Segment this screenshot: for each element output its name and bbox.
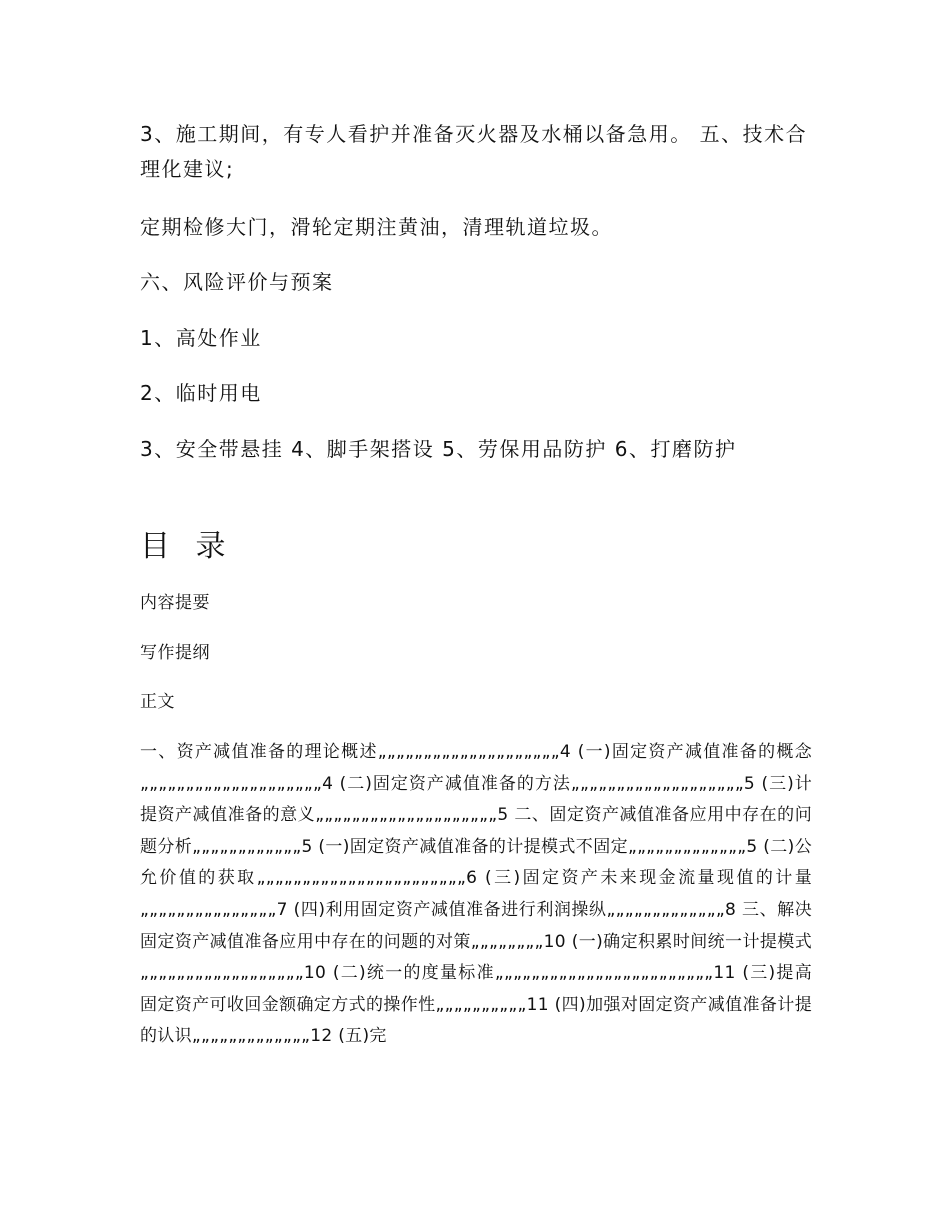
paragraph-risk-heading: 六、风险评价与预案	[140, 270, 334, 294]
toc-item-outline: 写作提纲	[140, 643, 210, 663]
paragraph-item-1: 1、高处作业	[140, 326, 262, 350]
toc-entries: 一、资产减值准备的理论概述„„„„„„„„„„„„„„„„„„„„4 (一)固定资产减值准备的概念„„„„„„„„„„„„„„„„„„„„4 (二)固定资产减值准备的方法„„„„„„„„„„„„„„„„„„„5 (三)计提资产减值准备的意义„„„„„„„„„„„„„„„„„„„„5 二、固定资产减值准备应用中存在的问题分析„„„„„„„„„„„„5 (一)固定资产减值准备的计提模式不固定„„„„„„„„„„„„„5 (二)公允价值的获取„„„„„„„„„„„„„„„„„„„„„„„6 (三)固定资产未来现金流量现值的计量„„„„„„„„„„„„„„„7 (四)利用固定资产减值准备进行利润操纵„„„„„„„„„„„„„8 三、解决固定资产减值准备应用中存在的问题的对策„„„„„„„„10 (一)确定积累时间统一计提模式„„„„„„„„„„„„„„„„„„10 (二)统一的度量标准„„„„„„„„„„„„„„„„„„„„„„„„11 (三)提高固定资产可收回金额确定方式的操作性„„„„„„„„„„11 (四)加强对固定资产减值准备计提的认识„„„„„„„„„„„„„12 (五)完	[140, 742, 812, 1047]
paragraph-maintenance: 定期检修大门，滑轮定期注黄油，清理轨道垃圾。	[140, 215, 613, 239]
toc-item-body: 正文	[140, 692, 175, 712]
paragraph-safety-measure: 3、施工期间，有专人看护并准备灭火器及水桶以备急用。 五、技术合理化建议;	[140, 122, 808, 181]
toc-item-summary: 内容提要	[140, 593, 210, 613]
paragraph-item-2: 2、临时用电	[140, 381, 262, 405]
paragraph-item-3: 3、安全带悬挂 4、脚手架搭设 5、劳保用品防护 6、打磨防护	[140, 437, 737, 461]
toc-title: 目 录	[140, 529, 234, 564]
